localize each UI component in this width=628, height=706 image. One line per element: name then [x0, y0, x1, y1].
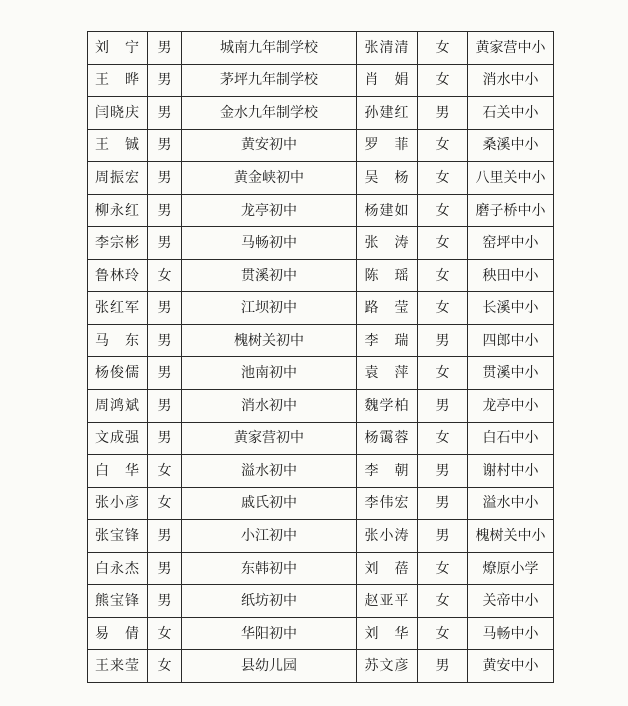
teacher-name-cell: 吴 杨: [357, 162, 418, 195]
gender-cell: 男: [418, 455, 468, 488]
gender-cell: 男: [148, 64, 182, 97]
teacher-name-cell: 孙建红: [357, 97, 418, 130]
teacher-name-cell: 罗 菲: [357, 129, 418, 162]
school-cell: 马畅中小: [468, 617, 554, 650]
teacher-name-cell: 王 晔: [88, 64, 148, 97]
gender-cell: 女: [418, 259, 468, 292]
table-row: [88, 585, 554, 618]
gender-cell: 女: [148, 487, 182, 520]
school-cell: 长溪中小: [468, 292, 554, 325]
school-cell: 桑溪中小: [468, 129, 554, 162]
school-cell: 黄安中小: [468, 650, 554, 683]
school-cell: 消水中小: [468, 64, 554, 97]
gender-cell: 男: [148, 227, 182, 260]
gender-cell: 女: [418, 422, 468, 455]
teacher-name-cell: 李 瑞: [357, 324, 418, 357]
gender-cell: 女: [418, 585, 468, 618]
table-row: [88, 455, 554, 488]
teacher-name-cell: 周鸿斌: [88, 390, 148, 423]
teacher-name-cell: 刘 蓓: [357, 552, 418, 585]
teacher-name-cell: 张红军: [88, 292, 148, 325]
gender-cell: 男: [148, 390, 182, 423]
gender-cell: 女: [418, 194, 468, 227]
school-cell: 县幼儿园: [182, 650, 357, 683]
teacher-name-cell: 柳永红: [88, 194, 148, 227]
school-cell: 秧田中小: [468, 259, 554, 292]
roster-table: [87, 31, 554, 683]
school-cell: 窑坪中小: [468, 227, 554, 260]
teacher-name-cell: 鲁林玲: [88, 259, 148, 292]
school-cell: 八里关中小: [468, 162, 554, 195]
school-cell: 黄家营初中: [182, 422, 357, 455]
teacher-name-cell: 白永杰: [88, 552, 148, 585]
school-cell: 金水九年制学校: [182, 97, 357, 130]
school-cell: 槐树关中小: [468, 520, 554, 553]
teacher-name-cell: 肖 娟: [357, 64, 418, 97]
gender-cell: 男: [148, 129, 182, 162]
teacher-name-cell: 熊宝锋: [88, 585, 148, 618]
gender-cell: 男: [418, 650, 468, 683]
teacher-name-cell: 路 莹: [357, 292, 418, 325]
gender-cell: 男: [418, 390, 468, 423]
teacher-name-cell: 袁 萍: [357, 357, 418, 390]
gender-cell: 男: [418, 520, 468, 553]
table-row: [88, 552, 554, 585]
teacher-name-cell: 张小彦: [88, 487, 148, 520]
gender-cell: 男: [148, 292, 182, 325]
table-row: [88, 292, 554, 325]
teacher-name-cell: 文成强: [88, 422, 148, 455]
table-row: [88, 64, 554, 97]
teacher-name-cell: 李伟宏: [357, 487, 418, 520]
gender-cell: 女: [418, 162, 468, 195]
school-cell: 龙亭中小: [468, 390, 554, 423]
gender-cell: 男: [148, 520, 182, 553]
teacher-name-cell: 马 东: [88, 324, 148, 357]
teacher-name-cell: 杨霭蓉: [357, 422, 418, 455]
gender-cell: 男: [148, 357, 182, 390]
school-cell: 东韩初中: [182, 552, 357, 585]
table-row: [88, 650, 554, 683]
gender-cell: 女: [418, 129, 468, 162]
school-cell: 黄安初中: [182, 129, 357, 162]
teacher-name-cell: 赵亚平: [357, 585, 418, 618]
school-cell: 茅坪九年制学校: [182, 64, 357, 97]
table-row: [88, 32, 554, 65]
table-row: [88, 617, 554, 650]
gender-cell: 女: [148, 650, 182, 683]
gender-cell: 男: [148, 32, 182, 65]
table-row: [88, 129, 554, 162]
gender-cell: 男: [148, 162, 182, 195]
teacher-name-cell: 易 倩: [88, 617, 148, 650]
table-row: [88, 324, 554, 357]
school-cell: 四郎中小: [468, 324, 554, 357]
school-cell: 贯溪初中: [182, 259, 357, 292]
school-cell: 槐树关初中: [182, 324, 357, 357]
school-cell: 戚氏初中: [182, 487, 357, 520]
teacher-name-cell: 白 华: [88, 455, 148, 488]
table-row: [88, 97, 554, 130]
gender-cell: 男: [148, 194, 182, 227]
gender-cell: 女: [418, 617, 468, 650]
teacher-name-cell: 杨建如: [357, 194, 418, 227]
table-row: [88, 422, 554, 455]
teacher-name-cell: 张宝锋: [88, 520, 148, 553]
school-cell: 纸坊初中: [182, 585, 357, 618]
school-cell: 消水初中: [182, 390, 357, 423]
gender-cell: 女: [148, 455, 182, 488]
teacher-name-cell: 杨俊儒: [88, 357, 148, 390]
table-row: [88, 357, 554, 390]
roster-body: [88, 32, 554, 683]
table-row: [88, 227, 554, 260]
gender-cell: 男: [418, 487, 468, 520]
table-row: [88, 390, 554, 423]
teacher-name-cell: 闫晓庆: [88, 97, 148, 130]
school-cell: 溢水初中: [182, 455, 357, 488]
teacher-name-cell: 刘 宁: [88, 32, 148, 65]
gender-cell: 女: [418, 227, 468, 260]
teacher-name-cell: 刘 华: [357, 617, 418, 650]
teacher-name-cell: 李 朝: [357, 455, 418, 488]
school-cell: 白石中小: [468, 422, 554, 455]
teacher-name-cell: 张 涛: [357, 227, 418, 260]
table-row: [88, 487, 554, 520]
school-cell: 江坝初中: [182, 292, 357, 325]
school-cell: 华阳初中: [182, 617, 357, 650]
gender-cell: 女: [148, 259, 182, 292]
teacher-name-cell: 张小涛: [357, 520, 418, 553]
gender-cell: 女: [418, 292, 468, 325]
teacher-name-cell: 陈 瑶: [357, 259, 418, 292]
school-cell: 小江初中: [182, 520, 357, 553]
table-row: [88, 162, 554, 195]
school-cell: 石关中小: [468, 97, 554, 130]
gender-cell: 男: [148, 585, 182, 618]
teacher-name-cell: 周振宏: [88, 162, 148, 195]
school-cell: 黄金峡初中: [182, 162, 357, 195]
teacher-name-cell: 苏文彦: [357, 650, 418, 683]
school-cell: 池南初中: [182, 357, 357, 390]
school-cell: 磨子桥中小: [468, 194, 554, 227]
gender-cell: 男: [418, 97, 468, 130]
school-cell: 贯溪中小: [468, 357, 554, 390]
gender-cell: 女: [418, 32, 468, 65]
gender-cell: 男: [148, 324, 182, 357]
school-cell: 城南九年制学校: [182, 32, 357, 65]
gender-cell: 女: [418, 552, 468, 585]
school-cell: 马畅初中: [182, 227, 357, 260]
teacher-name-cell: 魏学柏: [357, 390, 418, 423]
school-cell: 溢水中小: [468, 487, 554, 520]
gender-cell: 女: [418, 357, 468, 390]
teacher-name-cell: 张清清: [357, 32, 418, 65]
school-cell: 关帝中小: [468, 585, 554, 618]
table-row: [88, 259, 554, 292]
gender-cell: 女: [148, 617, 182, 650]
teacher-name-cell: 李宗彬: [88, 227, 148, 260]
gender-cell: 男: [148, 422, 182, 455]
gender-cell: 男: [148, 552, 182, 585]
teacher-name-cell: 王 铖: [88, 129, 148, 162]
table-row: [88, 520, 554, 553]
table-row: [88, 194, 554, 227]
school-cell: 谢村中小: [468, 455, 554, 488]
gender-cell: 女: [418, 64, 468, 97]
teacher-name-cell: 王来莹: [88, 650, 148, 683]
school-cell: 龙亭初中: [182, 194, 357, 227]
school-cell: 黄家营中小: [468, 32, 554, 65]
school-cell: 燎原小学: [468, 552, 554, 585]
gender-cell: 男: [418, 324, 468, 357]
gender-cell: 男: [148, 97, 182, 130]
